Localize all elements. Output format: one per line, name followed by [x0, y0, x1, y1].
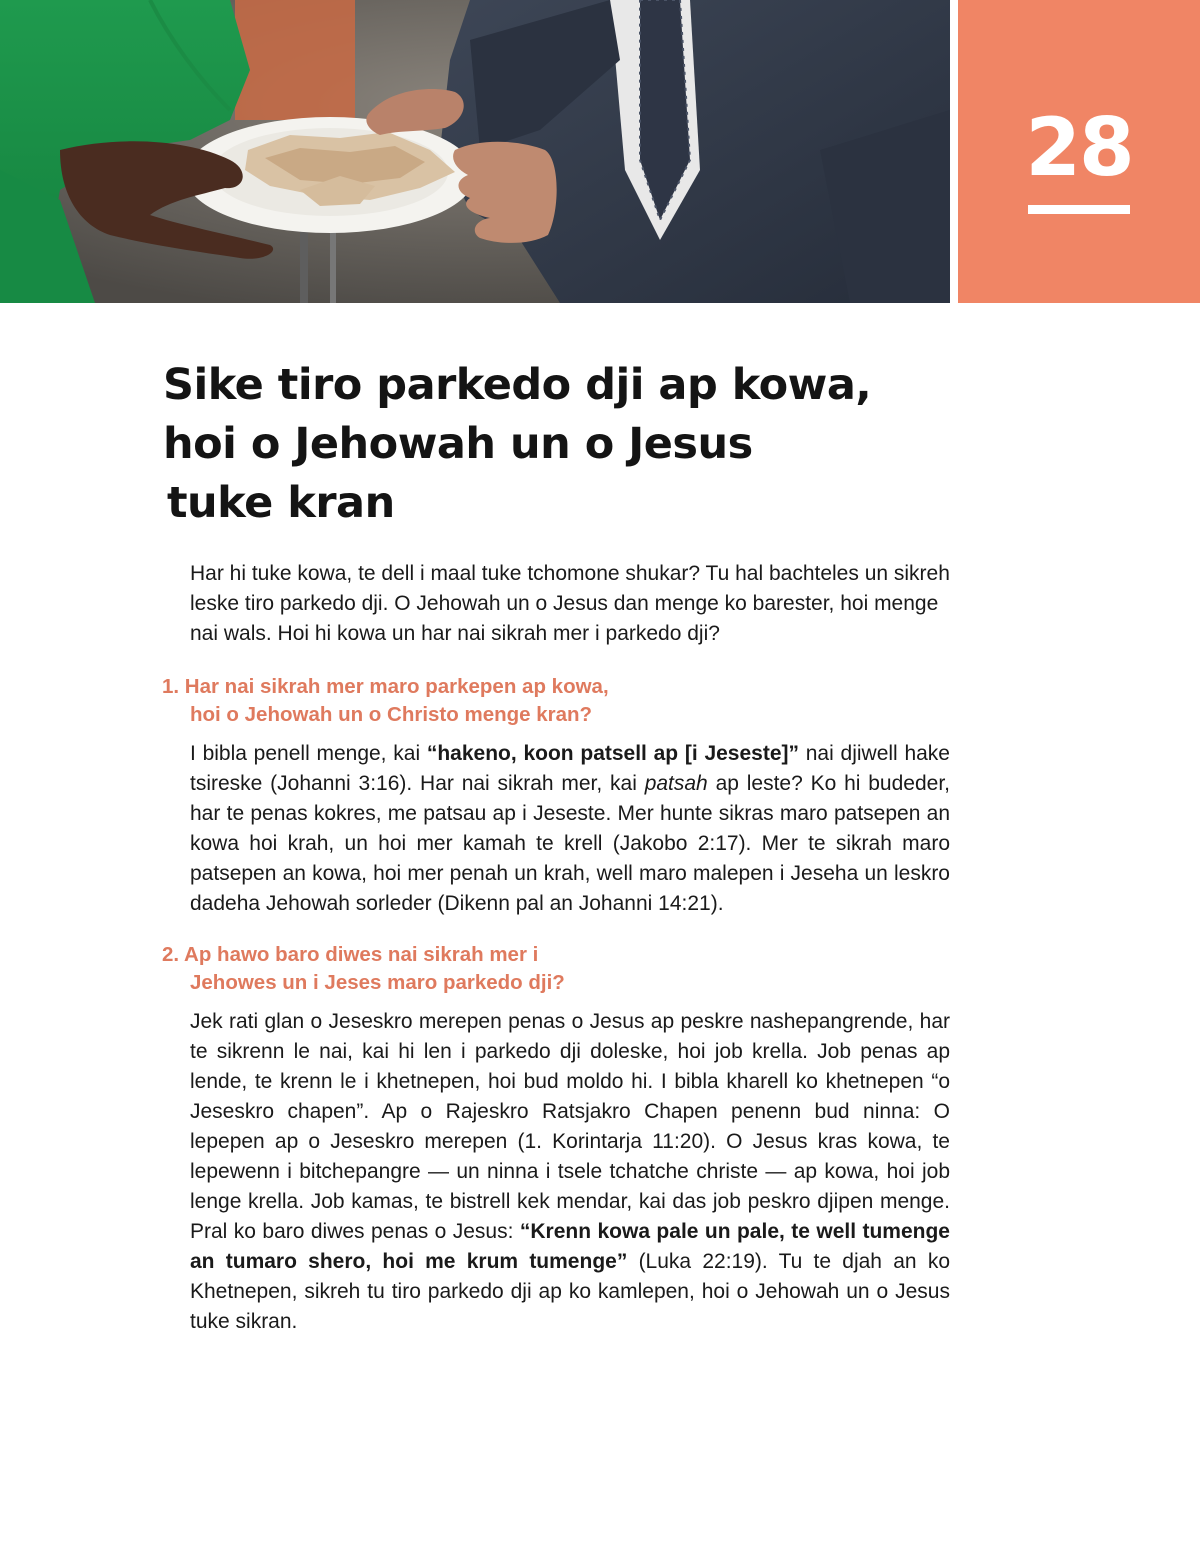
- title-line-2: hoi o Jehowah un o Jesus: [163, 419, 753, 469]
- answer-1-quote: “hakeno, koon patsell ap [i Jeseste]”: [426, 742, 800, 765]
- answer-1-emphasis: patsah: [644, 772, 708, 795]
- answer-1-paragraph: [190, 739, 950, 919]
- lesson-number-box: [958, 0, 1200, 303]
- lesson-content: [162, 559, 951, 1359]
- question-1-line-1: 1. Har nai sikrah mer maro parkepen ap kowa,: [162, 675, 609, 698]
- answer-2-paragraph: [190, 1007, 950, 1337]
- question-2-line-1: 2. Ap hawo baro diwes nai sikrah mer i: [162, 943, 539, 966]
- answer-1-text-c: ap leste? Ko hi budeder, har te penas kokres, me patsau ap i Jeseste. Mer hunte sikras maro patsepen an kowa hoi krah, un hoi mer kamah te krell (Jakobo 2:17). Mer te sikrah maro patsepen an kowa, hoi mer penah un krah, well maro malepen i Jeseha un leskro dadeha Jehowah sorleder (Dikenn pal an Johanni 14:21).: [190, 772, 950, 915]
- question-1-line-2: hoi o Jehowah un o Christo menge kran?: [190, 703, 593, 726]
- lesson-number: 28: [1025, 101, 1133, 194]
- question-2: [162, 941, 950, 997]
- title-line-3: tuke kran: [167, 478, 395, 528]
- question-1: [162, 673, 950, 729]
- answer-2-text-b: (Luka 22:19). Tu te djah an ko Khetnepen, sikreh tu tiro parkedo dji ap ko kamlepen, hoi o Jehowah un o Jesus tuke sikran.: [190, 1250, 951, 1333]
- question-2-line-2: Jehowes un i Jeses maro parkedo dji?: [190, 971, 565, 994]
- page-title: [163, 356, 953, 533]
- answer-1-text-a: I bibla penell menge, kai: [190, 742, 427, 765]
- intro-paragraph: Har hi tuke kowa, te dell i maal tuke tchomone shukar? Tu hal bachteles un sikreh leske tiro parkedo dji. O Jehowah un o Jesus dan menge ko barester, hoi menge nai wals. Hoi hi kowa un har nai sikrah mer i parkedo dji?: [190, 562, 950, 645]
- lesson-number-underline: [1028, 205, 1130, 214]
- title-line-1: Sike tiro parkedo dji ap kowa,: [163, 360, 872, 410]
- answer-2-quote: “Krenn kowa pale un pale, te well tumenge an tumaro shero, hoi me krum tumenge”: [190, 1220, 950, 1273]
- bread-plate-photo: [0, 0, 950, 303]
- answer-2-text-a: Jek rati glan o Jeseskro merepen penas o Jesus ap peskre nashepangrende, har te sikrenn le nai, kai hi len i parkedo dji doleske, hoi job krella. Job penas ap lende, te krenn le i khetnepen, hoi bud moldo hi. I bibla kharell ko khetnepen “o Jeseskro chapen”. Ap o Rajeskro Ratsjakro Chapen penenn bud ninna: O lepepen ap o Jeseskro merepen (1. Korintarja 11:20). O Jesus kras kowa, te lepewenn i bitchepangre — un ninna i tsele tchatche christe — ap kowa, hoi job lenge krella. Job kamas, te bistrell kek mendar, kai das job peskro djipen menge. Pral ko baro diwes penas o Jesus:: [190, 1010, 950, 1243]
- hero-photo: [0, 0, 950, 303]
- answer-1-text-b: nai djiwell hake tsireske (Johanni 3:16). Har nai sikrah mer, kai: [190, 742, 950, 795]
